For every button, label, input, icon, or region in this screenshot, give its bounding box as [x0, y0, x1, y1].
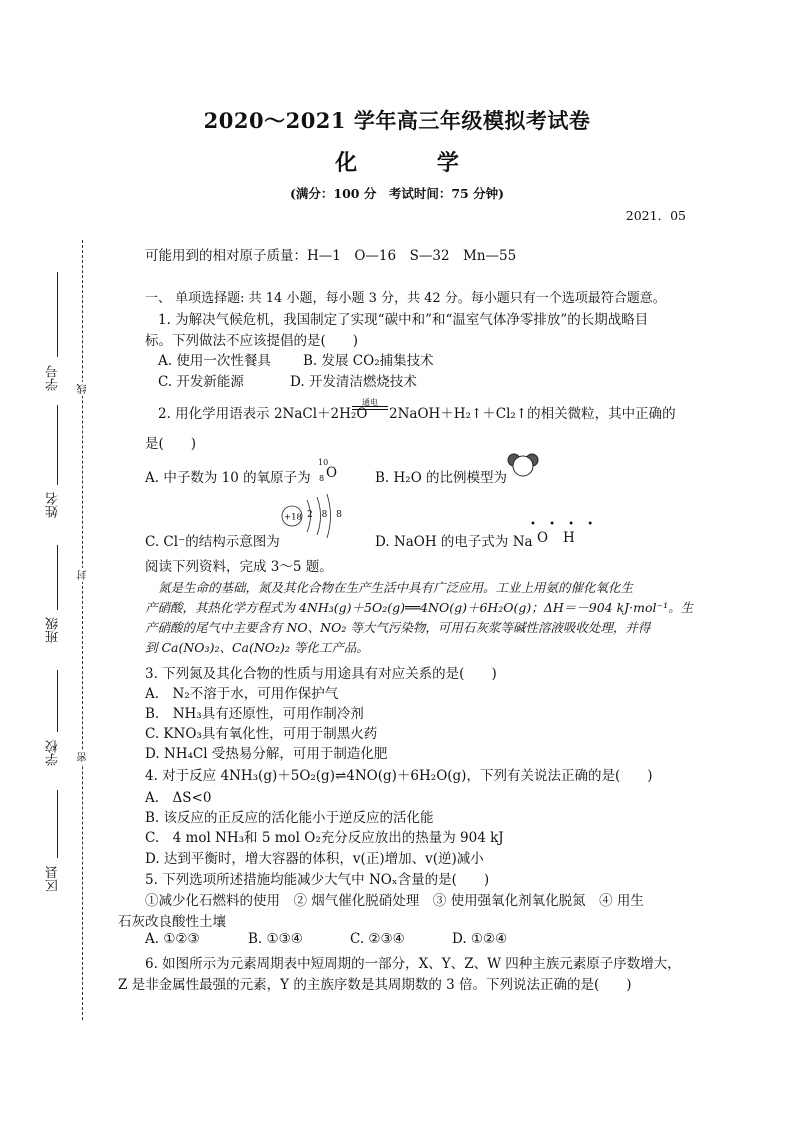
q4-stem: 4. 对于反应 4NH₃(g)＋5O₂(g)⇌4NO(g)＋6H₂O(g)，下列有关说法正确的是( ): [145, 768, 653, 784]
q3-option-b: B. NH₃具有还原性，可用作制冷剂: [145, 706, 364, 722]
q5-option-b: B. ①③④: [248, 931, 303, 947]
q2-option-a: A. 中子数为 10 的氧原子为: [145, 470, 311, 486]
q5-option-c: C. ②③④: [350, 931, 405, 947]
water-model-icon: [505, 452, 541, 478]
q1-option-b: B. 发展 CO₂捕集技术: [303, 353, 434, 369]
passage-line-4: 到 Ca(NO₃)₂、Ca(NO₂)₂ 等化工产品。: [145, 640, 369, 655]
seal-mark-seal: 封: [78, 570, 89, 580]
school-label: 学校: [46, 740, 61, 766]
q1-option-a: A. 使用一次性餐具: [158, 353, 271, 369]
q2-a-symbol: O: [326, 465, 338, 481]
q3-stem: 3. 下列氮及其化合物的性质与用途具有对应关系的是( ): [145, 666, 497, 682]
q1-option-d: D. 开发清洁燃烧技术: [290, 374, 417, 390]
seal-mark-line: 线: [78, 384, 89, 394]
passage-line-1: 氮是生命的基础，氮及其化合物在生产生活中具有广泛应用。工业上用氨的催化氧化生: [158, 580, 634, 595]
q2-stem-b: 2NaOH＋H₂↑＋Cl₂↑的相关微粒，其中正确的: [389, 406, 676, 422]
q2-arrow-line-1: [352, 406, 388, 407]
q5-items-line-2: 石灰改良酸性土壤: [118, 914, 226, 930]
q2-a-atomic-number: 8: [319, 474, 325, 483]
q4-option-a: A. ΔS<0: [145, 790, 212, 806]
district-label: 区县: [46, 866, 61, 892]
q2-stem-a: 2. 用化学用语表示 2NaCl＋2H₂O: [158, 406, 368, 422]
q5-option-d: D. ①②④: [452, 931, 508, 947]
exam-meta: (满分：100 分 考试时间：75 分钟): [289, 186, 505, 201]
passage-line-3: 产硝酸的尾气中主要含有 NO、NO₂ 等大气污染物，可用石灰浆等碱性溶液吸收处理，并得: [145, 620, 651, 635]
reading-intro: 阅读下列资料，完成 3～5 题。: [145, 559, 333, 575]
subject-title: 化 学: [335, 150, 495, 176]
q1-stem-cont: 标。下列做法不应该提倡的是( ): [145, 333, 359, 349]
q2-option-d: D. NaOH 的电子式为 Na: [375, 534, 533, 550]
passage-line-2: 产硝酸，其热化学方程式为 4NH₃(g)＋5O₂(g)══4NO(g)＋6H₂O(g)；ΔH＝－904 kJ·mol⁻¹。生: [145, 600, 694, 615]
class-line: [57, 545, 58, 610]
chloride-shell-electrons: 2 8 8: [307, 510, 345, 520]
q4-option-d: D. 达到平衡时，增大容器的体积，v(正)增加、v(逆)减小: [145, 851, 484, 867]
atomic-masses: 可能用到的相对原子质量：H—1 O—16 S—32 Mn—55: [145, 248, 517, 264]
q2-arrow-line-2: [352, 409, 388, 410]
district-line: [57, 790, 58, 858]
q2-stem-cont: 是( ): [145, 436, 197, 452]
seal-mark-secret: 密: [78, 752, 89, 762]
school-line: [57, 670, 58, 732]
class-label: 班级: [46, 617, 61, 643]
q2-option-b: B. H₂O 的比例模型为: [375, 470, 508, 486]
electron-dots-top: • • • •: [530, 519, 599, 530]
name-label: 姓名: [46, 492, 61, 518]
student-id-label: 学号: [46, 365, 61, 391]
q2-a-mass-number: 10: [318, 458, 329, 467]
section-heading: 一、 单项选择题: 共 14 小题，每小题 3 分，共 42 分。每小题只有一个选项最符合题意。: [145, 291, 666, 306]
q2-option-c: C. Cl⁻的结构示意图为: [145, 534, 280, 550]
exam-date: 2021．05: [625, 208, 686, 223]
q4-option-b: B. 该反应的正反应的活化能小于逆反应的活化能: [145, 810, 434, 826]
q5-items-line-1: ①减少化石燃料的使用 ② 烟气催化脱硝处理 ③ 使用强氧化剂氧化脱氮 ④ 用生: [145, 893, 644, 909]
q5-option-a: A. ①②③: [145, 931, 200, 947]
chloride-nucleus-charge: +18: [284, 512, 302, 523]
q4-option-c: C. 4 mol NH₃和 5 mol O₂充分反应放出的热量为 904 kJ: [145, 830, 504, 846]
binding-dashed-line: [82, 240, 83, 1020]
q2-d-hydrogen: H: [563, 530, 575, 546]
q1-option-c: C. 开发新能源: [158, 374, 244, 390]
student-id-line: [57, 272, 58, 357]
exam-title: 2020～2021 学年高三年级模拟考试卷: [203, 108, 591, 133]
q5-stem: 5. 下列选项所述措施均能减少大气中 NOₓ含量的是( ): [145, 872, 490, 888]
name-line: [57, 405, 58, 485]
q1-stem: 1. 为解决气候危机，我国制定了实现“碳中和”和“温室气体净零排放”的长期战略目: [158, 312, 649, 328]
q6-stem: 6. 如图所示为元素周期表中短周期的一部分，X、Y、Z、W 四种主族元素原子序数增大，: [145, 956, 681, 972]
q3-option-d: D. NH₄Cl 受热易分解，可用于制造化肥: [145, 746, 388, 762]
q6-stem-cont: Z 是非金属性最强的元素，Y 的主族序数是其周期数的 3 倍。下列说法正确的是( ): [118, 977, 632, 993]
q2-d-oxygen: O: [537, 530, 549, 546]
q3-option-a: A. N₂不溶于水，可用作保护气: [145, 686, 339, 702]
q2-arrow-label: 通电: [362, 398, 378, 407]
q3-option-c: C. KNO₃具有氧化性，可用于制黑火药: [145, 726, 378, 742]
